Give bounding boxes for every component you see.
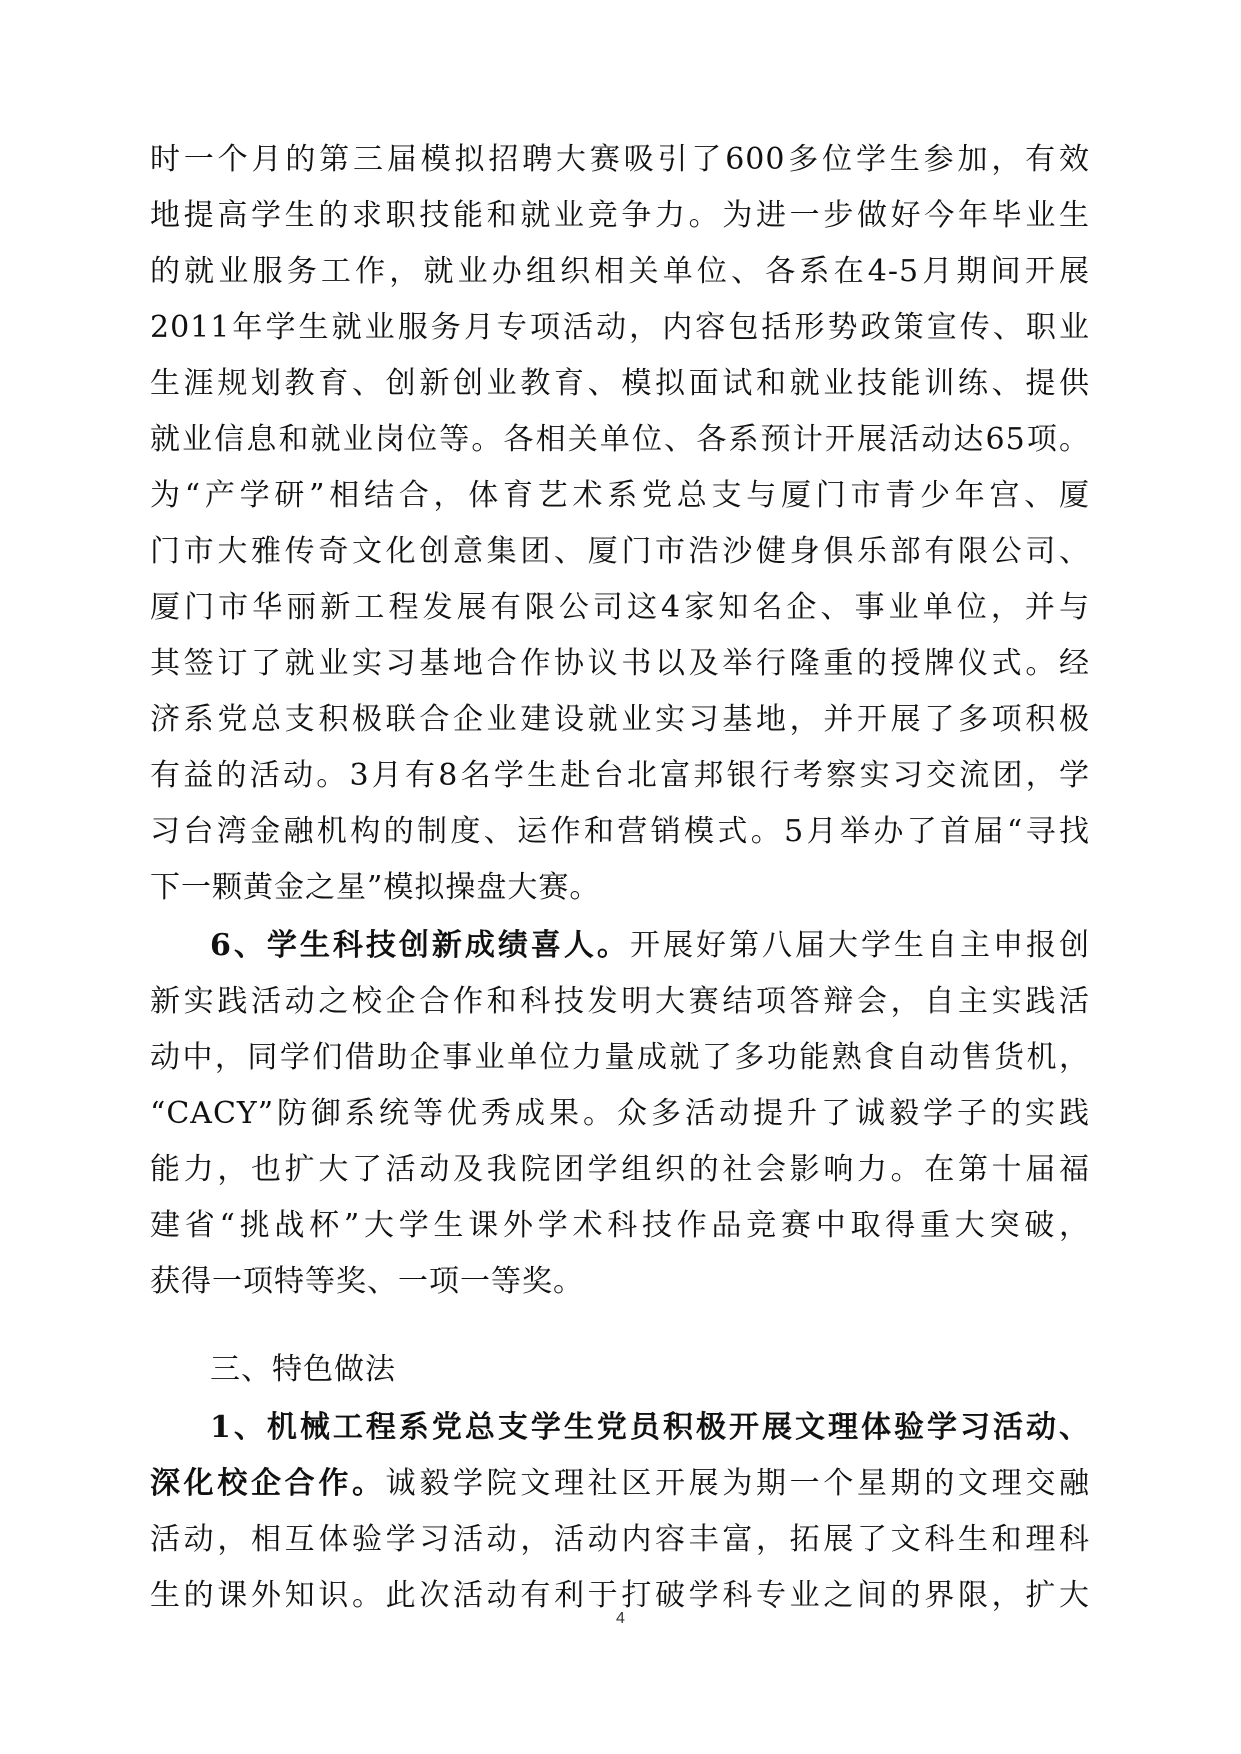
- paragraph-line: 下一颗黄金之星”模拟操盘大赛。: [150, 870, 601, 905]
- paragraph-line: 为“产学研”相结合，体育艺术系党总支与厦门市青少年宫、厦: [150, 478, 1090, 513]
- paragraph-line: 时一个月的第三届模拟招聘大赛吸引了600多位学生参加，有效: [150, 142, 1090, 177]
- paragraph-line: 就业信息和就业岗位等。各相关单位、各系预计开展活动达65项。: [150, 422, 1090, 457]
- paragraph-line: 门市大雅传奇文化创意集团、厦门市浩沙健身俱乐部有限公司、: [150, 534, 1090, 569]
- paragraph-line: “CACY”防御系统等优秀成果。众多活动提升了诚毅学子的实践: [150, 1096, 1090, 1131]
- item-1-heading-end: 深化校企合作。: [150, 1466, 386, 1501]
- paragraph-line: 动中，同学们借助企事业单位力量成就了多功能熟食自动售货机，: [150, 1040, 1090, 1075]
- paragraph-line: 生涯规划教育、创新创业教育、模拟面试和就业技能训练、提供: [150, 366, 1090, 401]
- paragraph-line: 地提高学生的求职技能和就业竞争力。为进一步做好今年毕业生: [150, 198, 1090, 233]
- paragraph-line: 的就业服务工作，就业办组织相关单位、各系在4-5月期间开展: [150, 254, 1090, 289]
- item-6-text: 开展好第八届大学生自主申报创: [629, 928, 1090, 963]
- item-1-heading: 1、机械工程系党总支学生党员积极开展文理体验学习活动、: [210, 1410, 1090, 1445]
- paragraph-line: 活动，相互体验学习活动，活动内容丰富，拓展了文科生和理科: [150, 1522, 1090, 1557]
- paragraph-line: 获得一项特等奖、一项一等奖。: [150, 1264, 584, 1299]
- paragraph-line: 有益的活动。3月有8名学生赴台北富邦银行考察实习交流团，学: [150, 758, 1090, 793]
- item-1-second-line: [150, 1456, 1090, 1512]
- paragraph-line: 建省“挑战杯”大学生课外学术科技作品竞赛中取得重大突破，: [150, 1208, 1090, 1243]
- paragraph-line: 习台湾金融机构的制度、运作和营销模式。5月举办了首届“寻找: [150, 814, 1090, 849]
- paragraph-line: 济系党总支积极联合企业建设就业实习基地，并开展了多项积极: [150, 702, 1090, 737]
- item-6-first-line: [210, 918, 1090, 974]
- paragraph-line: 新实践活动之校企合作和科技发明大赛结项答辩会，自主实践活: [150, 984, 1090, 1019]
- paragraph-line: 能力，也扩大了活动及我院团学组织的社会影响力。在第十届福: [150, 1152, 1090, 1187]
- paragraph-line: 其签订了就业实习基地合作协议书以及举行隆重的授牌仪式。经: [150, 646, 1090, 681]
- page-number: 4: [616, 1610, 625, 1627]
- paragraph-line: 2011年学生就业服务月专项活动，内容包括形势政策宣传、职业: [150, 310, 1090, 345]
- paragraph-line: 厦门市华丽新工程发展有限公司这4家知名企、事业单位，并与: [150, 590, 1090, 625]
- item-1-text: 诚毅学院文理社区开展为期一个星期的文理交融: [385, 1466, 1091, 1501]
- item-6-heading: 6、学生科技创新成绩喜人。: [210, 928, 630, 963]
- paragraph-line: 生的课外知识。此次活动有利于打破学科专业之间的界限，扩大: [150, 1578, 1090, 1613]
- section-title: 三、特色做法: [210, 1352, 396, 1387]
